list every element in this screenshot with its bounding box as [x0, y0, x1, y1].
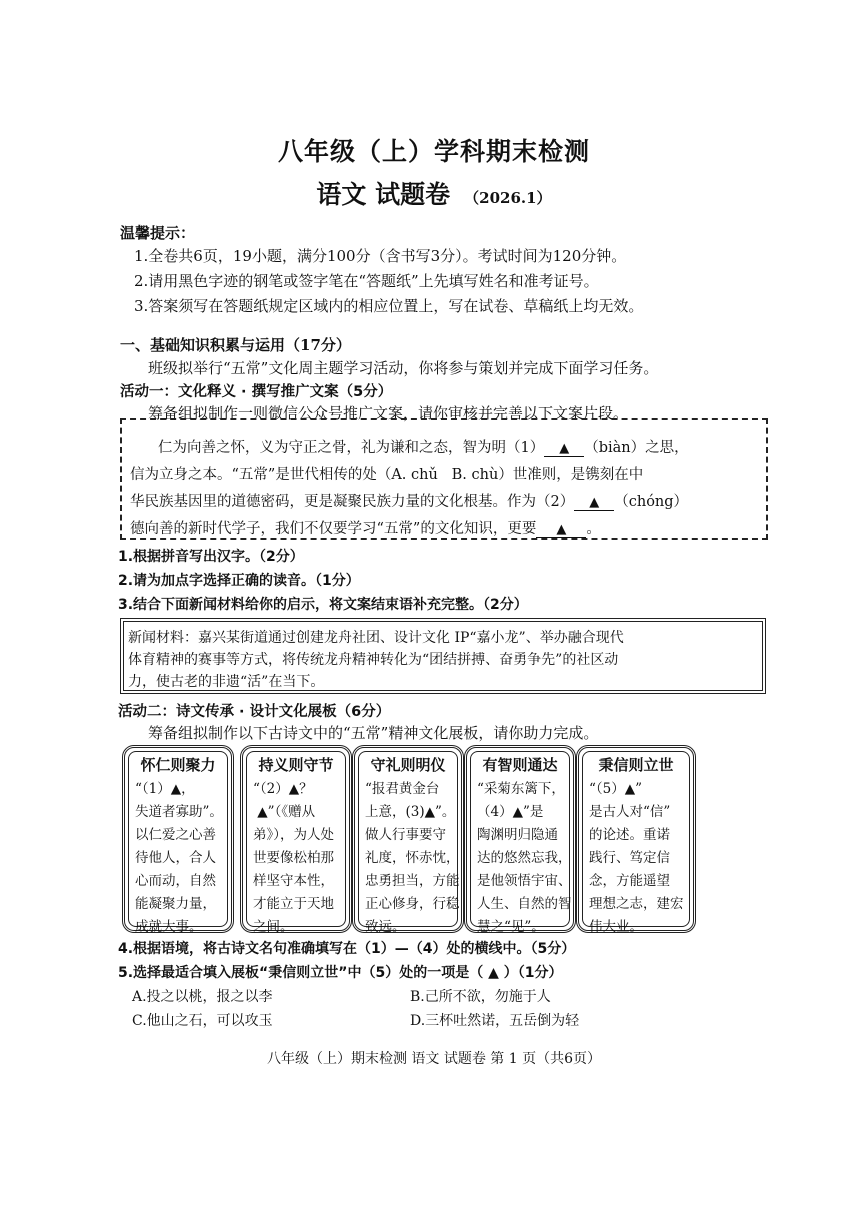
- option-b: B.己所不欲，勿施于人: [410, 989, 551, 1005]
- tip-item: 3.答案须写在答题纸规定区域内的相应位置上，写在试卷、草稿纸上均无效。: [134, 297, 644, 315]
- option-a: A.投之以桃，报之以李: [132, 989, 273, 1005]
- tips-heading: 温馨提示：: [120, 224, 196, 242]
- passage-line: 德向善的新时代学子，我们不仅要学习“五常”的文化知识，更要 ▲ 。: [130, 521, 601, 537]
- option-d: D.三杯吐然诺，五岳倒为轻: [410, 1013, 580, 1029]
- question-4: 4.根据语境，将古诗文名句准确填写在（1）—（4）处的横线中。（5分）: [118, 941, 576, 957]
- blank-2: ▲: [574, 494, 614, 511]
- card-title: 秉信则立世: [598, 756, 674, 774]
- passage-line: 仁为向善之怀，义为守正之骨，礼为谦和之态，智为明（1） ▲ （biàn）之思，: [158, 440, 689, 456]
- news-line: 新闻材料：嘉兴某街道通过创建龙舟社团、设计文化 IP“嘉小龙”、举办融合现代: [128, 630, 624, 646]
- card-body: “（5）▲” 是古人对“信” 的论述。重诺 践行、笃定信 念，方能遥望 理想之志，建宏 伟大业。: [589, 781, 684, 935]
- passage-line: 华民族基因里的道德密码，更是凝聚民族力量的文化根基。作为（2） ▲ （chóng）: [130, 494, 689, 510]
- exam-title: 八年级（上）学科期末检测: [277, 137, 590, 166]
- activity-one-heading: 活动一：文化释义 · 撰写推广文案（5分）: [120, 384, 393, 400]
- display-board-card: [576, 745, 696, 933]
- question-3: 3.结合下面新闻材料给你的启示，将文案结束语补充完整。（2分）: [118, 597, 528, 613]
- passage-line: 信为立身之本。“五常”是世代相传的处（A. chǔ B. chù）世准则，是镌刻在中: [130, 467, 644, 483]
- card-body: “（1）▲， 失道者寡助”。 以仁爱之心善 待他人，合人 心而动，自然 能凝聚力量， 成就大事。: [135, 781, 223, 935]
- activity-one-intro: 筹备组拟制作一则微信公众号推广文案，请你审核并完善以下文案片段。: [148, 404, 629, 422]
- question-2: 2.请为加点字选择正确的读音。（1分）: [118, 573, 360, 589]
- tip-item: 2.请用黑色字迹的钢笔或签字笔在“答题纸”上先填写姓名和准考证号。: [134, 272, 599, 290]
- card-body: “报君黄金台 上意，(3)▲”。 做人行事要守 礼度，怀赤忱， 忠勇担当，方能 正心修身，行稳 致远。: [365, 781, 460, 935]
- tip-item: 1.全卷共6页，19小题，满分100分（含书写3分）。考试时间为120分钟。: [134, 247, 627, 265]
- exam-date: （2026.1）: [464, 189, 552, 207]
- card-body: “（2）▲？ ▲”（《赠从 弟》），为人处 世要像松柏那 样坚守本性， 才能立于天地 之间。: [253, 781, 334, 935]
- display-board-card: [122, 745, 234, 933]
- display-board-card: [240, 745, 352, 933]
- blank-1: ▲: [544, 440, 584, 457]
- question-1: 1.根据拼音写出汉字。（2分）: [118, 549, 304, 565]
- activity-two-heading: 活动二：诗文传承 · 设计文化展板（6分）: [118, 704, 391, 720]
- subject-title: 语文 试题卷: [316, 180, 451, 209]
- news-line: 力，使古老的非遗“活”在当下。: [128, 674, 325, 690]
- option-c: C.他山之石，可以攻玉: [132, 1013, 273, 1029]
- card-title: 有智则通达: [482, 756, 558, 774]
- card-title: 守礼则明仪: [370, 756, 446, 774]
- section-intro: 班级拟举行“五常”文化周主题学习活动，你将参与策划并完成下面学习任务。: [148, 359, 659, 377]
- card-body: “采菊东篱下， （4）▲”是 陶渊明归隐通 达的悠然忘我， 是他领悟宇宙、 人生、自然的智 慧之“见”。: [477, 781, 572, 935]
- activity-two-intro: 筹备组拟制作以下古诗文中的“五常”精神文化展板，请你助力完成。: [148, 724, 599, 742]
- blank-3: ▲: [536, 521, 586, 538]
- exam-subtitle: [0, 175, 868, 211]
- card-title: 持义则守节: [258, 756, 334, 774]
- question-5: 5.选择最适合填入展板“秉信则立世”中（5）处的一项是（ ▲ ）（1分）: [118, 965, 563, 981]
- display-board-card: [352, 745, 464, 933]
- card-title: 怀仁则聚力: [140, 756, 216, 774]
- page-footer: 八年级（上）期末检测 语文 试题卷 第 1 页（共6页）: [266, 1051, 602, 1067]
- display-board-card: [464, 745, 576, 933]
- news-line: 体育精神的赛事等方式，将传统龙舟精神转化为“团结拼搏、奋勇争先”的社区动: [128, 652, 619, 668]
- section-heading: 一、基础知识积累与运用（17分）: [120, 336, 351, 354]
